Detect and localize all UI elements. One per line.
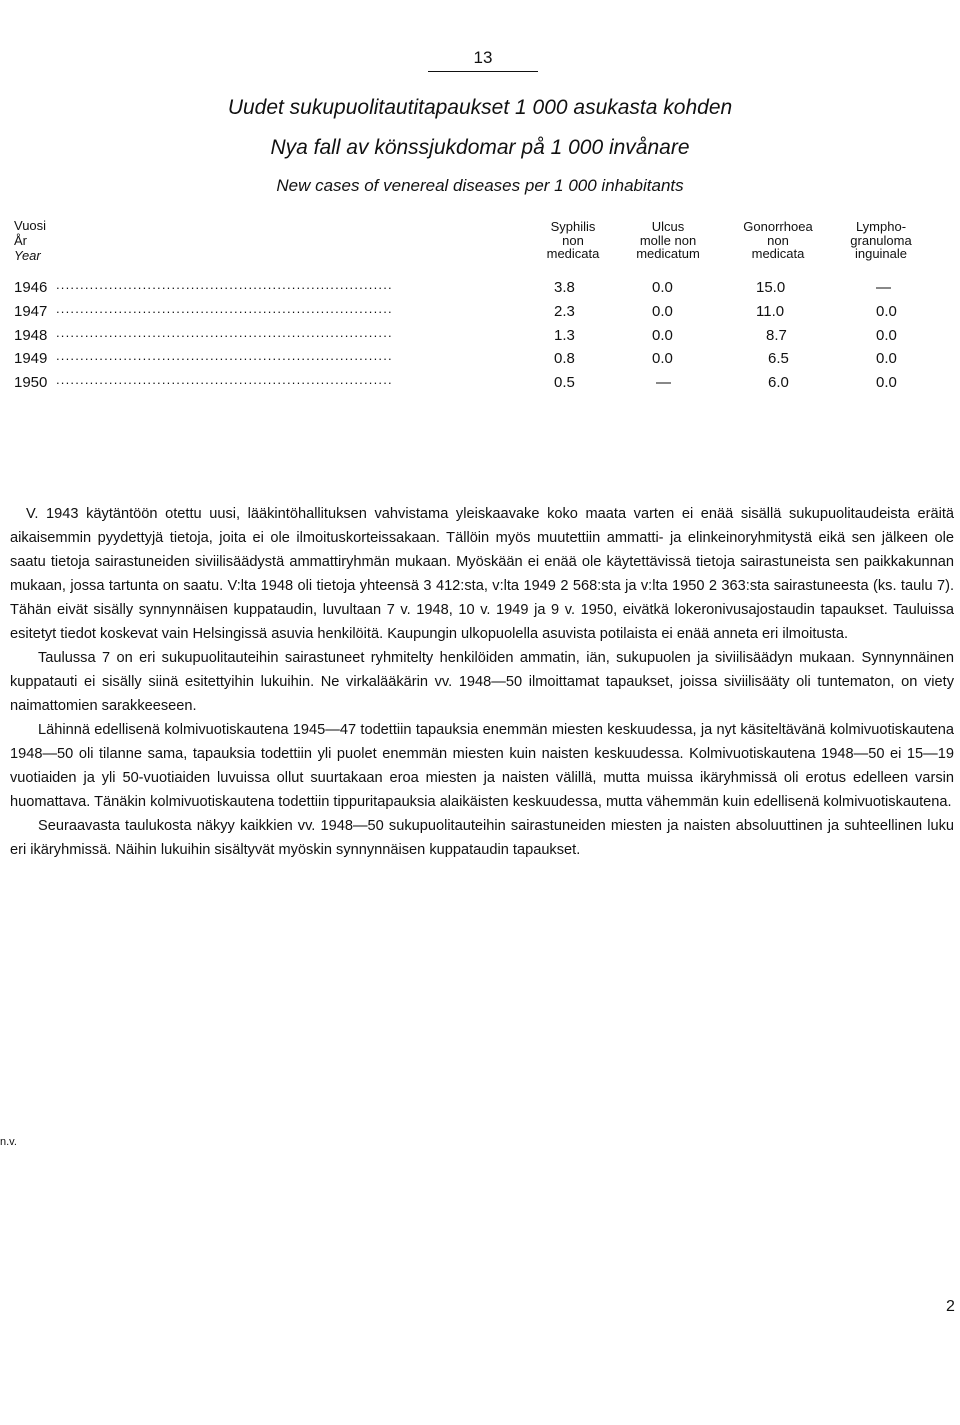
value-gonorrhoea: 15.0 <box>756 279 786 296</box>
row-year: 1948 <box>14 327 48 344</box>
year-column-header <box>14 218 46 263</box>
value-syphilis: 1.3 <box>554 327 575 344</box>
row-year: 1949 <box>14 350 48 367</box>
value-gonorrhoea: 6.5 <box>768 350 789 367</box>
table-row <box>14 303 954 323</box>
column-header-line: Gonorrhoea <box>743 219 813 234</box>
table-row <box>14 350 954 370</box>
value-lymphogranuloma: — <box>876 279 891 296</box>
value-ulcus: 0.0 <box>652 279 673 296</box>
row-year: 1950 <box>14 374 48 391</box>
title-swedish: Nya fall av könssjukdomar på 1 000 invånare <box>270 136 690 159</box>
value-lymphogranuloma: 0.0 <box>876 327 897 344</box>
dot-leader: ...................................................................... <box>56 372 393 387</box>
stray-mark-bottom-right: 2 <box>946 1298 955 1315</box>
value-gonorrhoea: 6.0 <box>768 374 789 391</box>
dot-leader: ...................................................................... <box>56 277 393 292</box>
value-lymphogranuloma: 0.0 <box>876 350 897 367</box>
column-header-syphilis <box>528 220 618 261</box>
value-syphilis: 0.8 <box>554 350 575 367</box>
title-english: New cases of venereal diseases per 1 000 inhabitants <box>276 176 684 195</box>
paragraph: V. 1943 käytäntöön otettu uusi, lääkintöhallituksen vahvistama yleiskaavake koko maata varten ei enää sisällä sukupuolitaudeista eräitä aikaisemmin pyydettyjä tietoja, joita ei ole ilmoituskorteissakaan. Tällöin myös muutettiin ammatti- ja elinkeinoryhmitystä eikä sen jälkeen ole saatu tietoja sairastuneiden siviilisäädystä ammattiryhmän mukaan. Myöskään ei enää ole käytettävissä tietoja sairastuneista sen paikkakunnan mukaan, jossa tartunta on saatu. V:lta 1948 oli tietoja yhteensä 3 412:sta, v:lta 1949 2 568:sta ja v:lta 1950 2 363:sta sairastuneesta (ks. taulu 7). Tähän eivät sisälly synnynnäisen kuppataudin, luvultaan 7 v. 1948, 10 v. 1949 ja 9 v. 1950, eivätkä lokeronivusajostaudin tapaukset. Tauluissa esitetyt tiedot koskevat vain Helsingissä asuvia henkilöitä. Kaupungin ulkopuolella asuvista potilaista ei enää anneta eri ilmoitusta. <box>10 506 954 642</box>
value-syphilis: 0.5 <box>554 374 575 391</box>
stray-mark-bottom-left: n.v. <box>0 1136 17 1148</box>
column-header-line: molle non <box>639 232 697 248</box>
column-header-line: granuloma <box>850 232 912 248</box>
column-header-gonorrhoea <box>728 220 828 261</box>
column-header-line: Syphilis <box>550 219 596 234</box>
value-gonorrhoea: 11.0 <box>756 303 785 320</box>
page-number: 13 <box>473 48 493 67</box>
value-ulcus: 0.0 <box>652 303 673 320</box>
dot-leader: ...................................................................... <box>56 325 393 340</box>
value-syphilis: 2.3 <box>554 303 575 320</box>
value-lymphogranuloma: 0.0 <box>876 303 897 320</box>
value-ulcus: 0.0 <box>652 350 673 367</box>
value-lymphogranuloma: 0.0 <box>876 374 897 391</box>
body-text <box>10 502 954 862</box>
column-header-line: non <box>767 232 789 248</box>
column-header-lymphogranuloma <box>826 220 936 261</box>
year-header-finnish: Vuosi <box>14 218 47 233</box>
value-ulcus: 0.0 <box>652 327 673 344</box>
row-year: 1946 <box>14 279 48 296</box>
title-finnish: Uudet sukupuolitautitapaukset 1 000 asukasta kohden <box>227 96 733 119</box>
paragraph: Taulussa 7 on eri sukupuolitauteihin sairastuneet ryhmitelty henkilöiden ammatin, iän, sukupuolen ja siviilisäädyn mukaan. Synnynnäinen kuppatauti ei sisälly siinä esitettyihin lukuihin. Ne virkalääkärin vv. 1948—50 ilmoittamat tapaukset, joissa siviilisääty oli tuntematon, on viety naimattomien sarakkeeseen. <box>10 650 954 714</box>
column-header-line: medicata <box>546 246 600 261</box>
table-row <box>14 327 954 347</box>
table-row <box>14 279 954 299</box>
year-header-english: Year <box>14 248 41 263</box>
column-header-line: non <box>562 232 584 248</box>
year-header-swedish: År <box>14 233 27 248</box>
dot-leader: ...................................................................... <box>56 348 393 363</box>
row-year: 1947 <box>14 303 48 320</box>
column-header-ulcus <box>618 220 718 261</box>
column-header-line: medicatum <box>636 246 700 261</box>
column-header-line: medicata <box>751 246 805 261</box>
paragraph: Lähinnä edellisenä kolmivuotiskautena 1945—47 todettiin tapauksia enemmän miesten keskuudessa, ja nyt käsiteltävänä kolmivuotiskautena 1948—50 oli tilanne sama, tapauksia todettiin yli puolet enemmän miesten kuin naisten keskuudessa. Kolmivuotiskautena 1948—50 ei 15—19 vuotiaiden ja yli 50-vuotiaiden luvuissa ollut suurtakaan eroa miesten ja naisten välillä, mutta muissa ikäryhmissä oli erotus edelleen varsin huomattava. Tänäkin kolmivuotiskautena todettiin tippuritapauksia alaikäisten keskuudessa, mutta vähemmän kuin edellisenä kolmivuotiskautena. <box>10 722 954 810</box>
table-row <box>14 374 954 394</box>
paragraph: Seuraavasta taulukosta näkyy kaikkien vv. 1948—50 sukupuolitauteihin sairastuneiden miesten ja naisten absoluuttinen ja suhteellinen luku eri ikäryhmissä. Näihin lukuihin sisältyvät myöskin synnynnäisen kuppataudin tapaukset. <box>10 818 954 858</box>
page-number-underline <box>428 71 538 72</box>
value-ulcus: — <box>656 374 671 391</box>
value-gonorrhoea: 8.7 <box>766 327 787 344</box>
dot-leader: ...................................................................... <box>56 301 393 316</box>
column-header-line: Ulcus <box>651 219 685 234</box>
column-header-line: inguinale <box>854 246 908 261</box>
column-header-line: Lympho- <box>855 219 907 234</box>
value-syphilis: 3.8 <box>554 279 575 296</box>
